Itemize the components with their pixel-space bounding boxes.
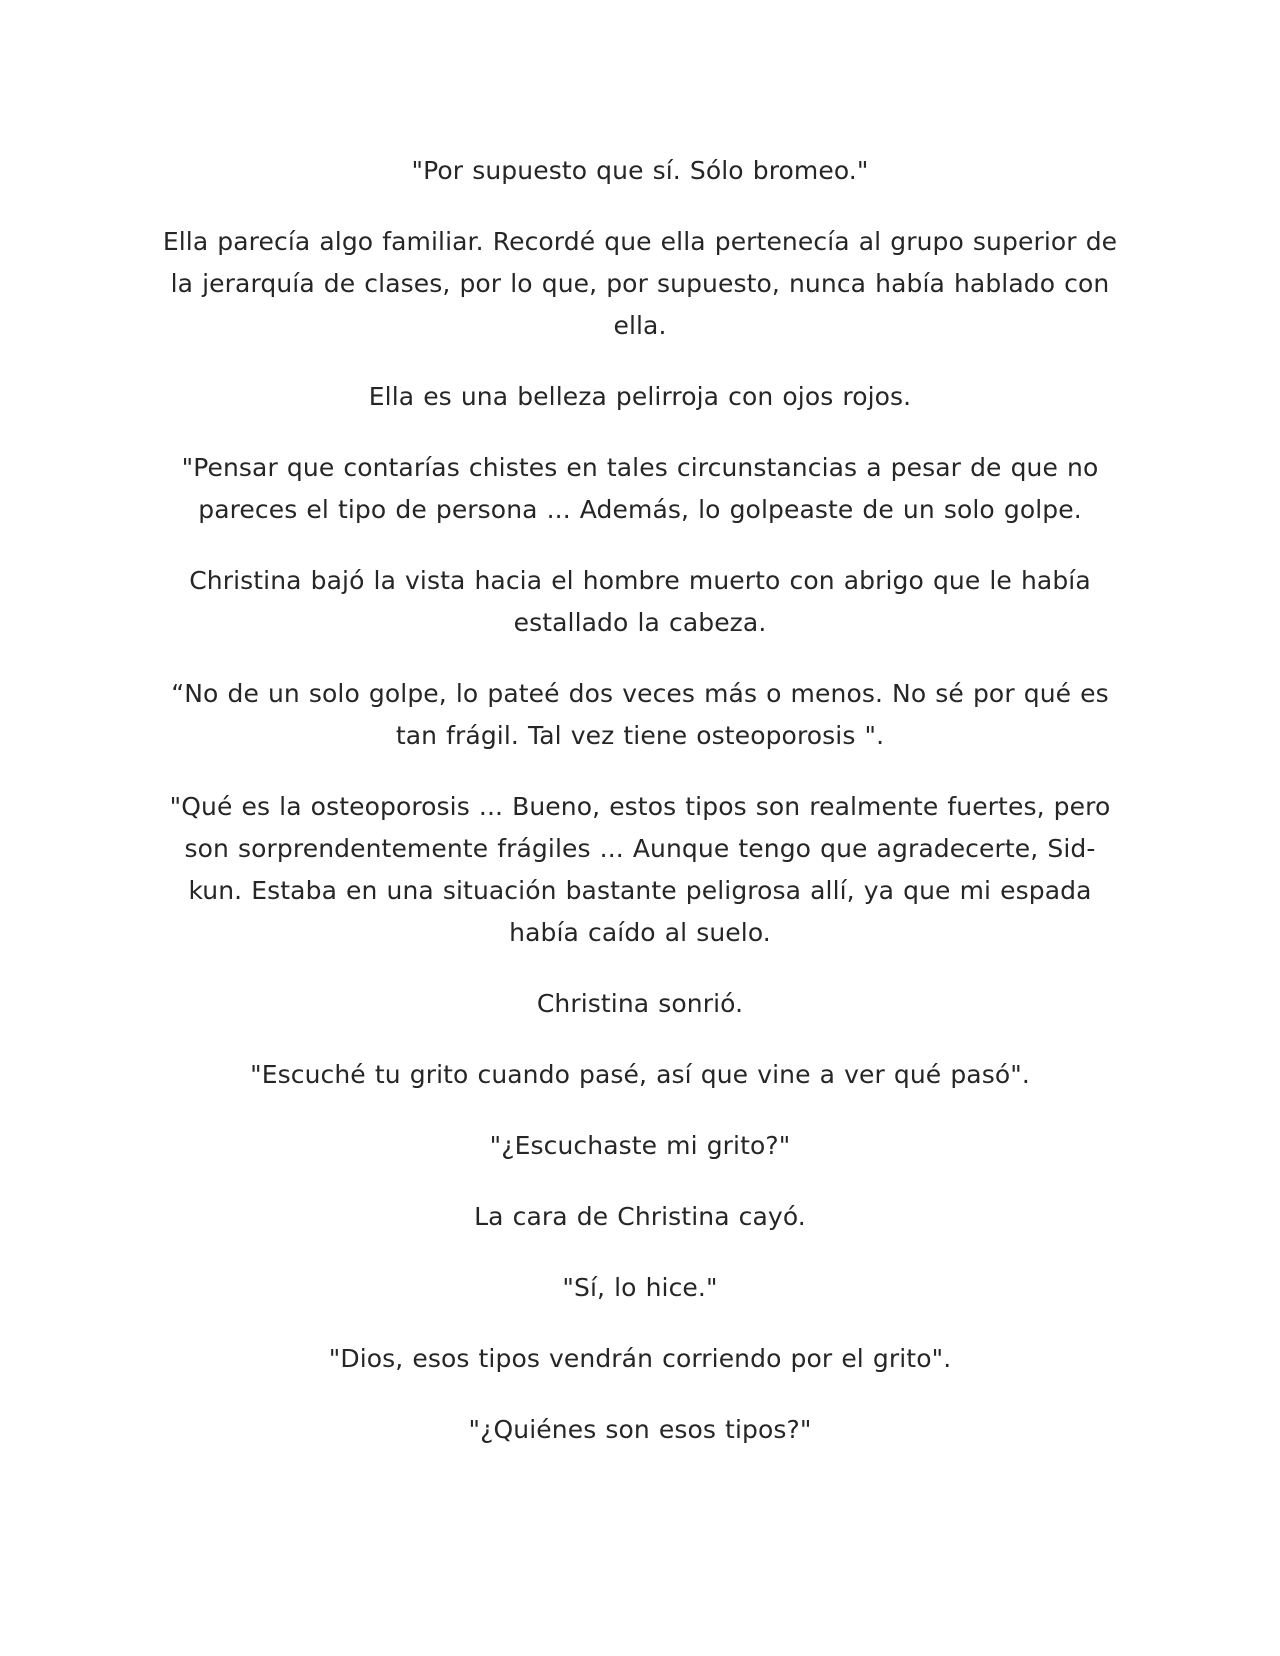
paragraph-11: La cara de Christina cayó. — [474, 1202, 806, 1231]
paragraph-4: "Pensar que contarías chistes en tales circunstancias a pesar de que no pareces el tipo de persona ... Además, lo golpeaste de un solo golpe. — [181, 453, 1099, 524]
paragraph-2: Ella parecía algo familiar. Recordé que ella pertenecía al grupo superior de la jerarquía de clases, por lo que, por supuesto, nunca había hablado con ella. — [162, 227, 1118, 340]
paragraph-13: "Dios, esos tipos vendrán corriendo por el grito". — [328, 1344, 952, 1373]
document-body — [160, 150, 1120, 1480]
paragraph-1: "Por supuesto que sí. Sólo bromeo." — [411, 156, 869, 185]
paragraph-8: Christina sonrió. — [536, 989, 744, 1018]
paragraph-9: "Escuché tu grito cuando pasé, así que vine a ver qué pasó". — [250, 1060, 1030, 1089]
paragraph-3: Ella es una belleza pelirroja con ojos rojos. — [368, 382, 912, 411]
paragraph-5: Christina bajó la vista hacia el hombre muerto con abrigo que le había estallado la cabeza. — [189, 566, 1091, 637]
paragraph-6: “No de un solo golpe, lo pateé dos veces más o menos. No sé por qué es tan frágil. Tal vez tiene osteoporosis ". — [171, 679, 1109, 750]
paragraph-14: "¿Quiénes son esos tipos?" — [468, 1415, 812, 1444]
paragraph-10: "¿Escuchaste mi grito?" — [489, 1131, 791, 1160]
paragraph-12: "Sí, lo hice." — [562, 1273, 718, 1302]
paragraph-7: "Qué es la osteoporosis ... Bueno, estos tipos son realmente fuertes, pero son sorprendentemente frágiles ... Aunque tengo que agradecerte, Sid-kun. Estaba en una situación bastante peligrosa allí, ya que mi espada había caído al suelo. — [169, 792, 1111, 947]
